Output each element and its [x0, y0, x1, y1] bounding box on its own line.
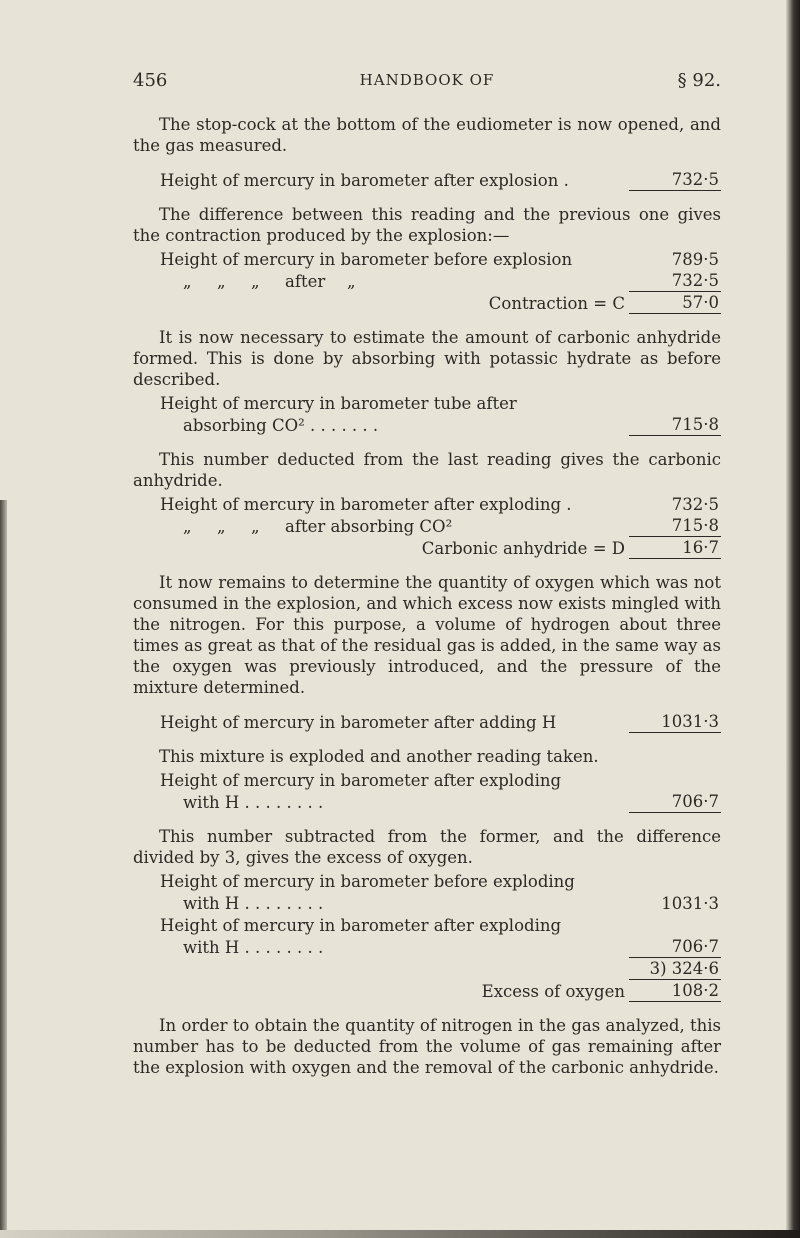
measurement-label: Height of mercury in barometer before exploding [160, 872, 575, 891]
measurement-value: 715·8 [629, 414, 721, 436]
measurement-row [133, 392, 721, 414]
measurement-label: Height of mercury in barometer before explosion [160, 250, 573, 269]
result-label: Contraction = C [488, 294, 625, 313]
result-value: 16·7 [629, 537, 721, 559]
measurement-row [133, 248, 721, 270]
measurement-label [183, 516, 629, 537]
measurement-label: Height of mercury in barometer after exploding [160, 916, 562, 935]
measurement-label: Height of mercury in barometer tube after [160, 394, 517, 413]
measurement-block [133, 711, 721, 733]
measurement-row [133, 414, 721, 436]
paragraph: It now remains to determine the quantity of oxygen which was not consumed in the explosion, and which excess now exists mingled with the nitrogen. For this purpose, a volume of hydrogen about three times as great as that of the residual gas is added, in the same way as the oxygen was previously introduced, and the pressure of the mixture determined. [133, 573, 721, 697]
measurement-value: 732·5 [671, 495, 719, 514]
measurement-row [133, 711, 721, 733]
measurement-row [133, 270, 721, 292]
measurement-label: absorbing CO² . . . . . . . [183, 416, 379, 435]
measurement-value: 789·5 [671, 250, 719, 269]
paragraph: This mixture is exploded and another reading taken. [159, 747, 599, 766]
ditto-mark: „ [217, 517, 226, 536]
paragraph: The difference between this reading and the previous one gives the contraction produced by the explosion:— [133, 205, 721, 245]
measurement-block [133, 392, 721, 436]
page-body [133, 114, 721, 1091]
measurement-value: 715·8 [629, 515, 721, 537]
measurement-label: with H . . . . . . . . [183, 938, 324, 957]
measurement-row [133, 870, 721, 892]
page-shadow-left [0, 500, 7, 1238]
measurement-label: Height of mercury in barometer after exploding [160, 771, 562, 790]
section-number: § 92. [677, 70, 721, 91]
measurement-value: 706·7 [629, 791, 721, 813]
result-label: Carbonic anhydride = D [421, 539, 625, 558]
measurement-word: after [285, 272, 326, 291]
measurement-row [133, 914, 721, 936]
measurement-label: with H . . . . . . . . [183, 793, 324, 812]
measurement-row [133, 980, 721, 1002]
measurement-label: Height of mercury in barometer after explosion . [160, 171, 569, 190]
paragraph: This number subtracted from the former, and the difference divided by 3, gives the excess of oxygen. [133, 827, 721, 867]
measurement-row [133, 791, 721, 813]
paragraph: The stop-cock at the bottom of the eudiometer is now opened, and the gas measured. [133, 115, 721, 155]
measurement-label [183, 271, 629, 292]
ditto-mark: „ [347, 272, 356, 291]
page-number: 456 [133, 70, 168, 91]
measurement-value: 706·7 [629, 936, 721, 958]
measurement-row [133, 515, 721, 537]
measurement-row [133, 493, 721, 515]
running-header [133, 70, 721, 96]
ditto-mark: „ [251, 517, 260, 536]
division-value: 3) 324·6 [629, 958, 721, 980]
result-label: Excess of oxygen [481, 982, 625, 1001]
measurement-word: after absorbing CO² [285, 517, 453, 536]
paragraph: This number deducted from the last reading gives the carbonic anhydride. [133, 450, 721, 490]
measurement-block [133, 169, 721, 191]
measurement-block [133, 769, 721, 813]
measurement-block [133, 493, 721, 559]
measurement-row [133, 769, 721, 791]
measurement-row [133, 958, 721, 980]
paragraph: In order to obtain the quantity of nitrogen in the gas analyzed, this number has to be deducted from the volume of gas remaining after the explosion with oxygen and the removal of the carbonic anhydride. [133, 1016, 721, 1077]
measurement-label: Height of mercury in barometer after exploding . [160, 495, 572, 514]
result-value: 57·0 [629, 292, 721, 314]
measurement-value: 732·5 [629, 169, 721, 191]
measurement-row [133, 537, 721, 559]
measurement-block [133, 248, 721, 314]
ditto-mark: „ [251, 272, 260, 291]
running-title: HANDBOOK OF [359, 71, 495, 89]
measurement-row [133, 936, 721, 958]
measurement-value: 732·5 [629, 270, 721, 292]
ditto-mark: „ [217, 272, 226, 291]
measurement-label: Height of mercury in barometer after adding H [160, 713, 557, 732]
measurement-value: 1031·3 [661, 894, 719, 913]
measurement-row [133, 892, 721, 914]
page-bottom-edge [0, 1230, 800, 1238]
measurement-block [133, 870, 721, 1002]
measurement-label: with H . . . . . . . . [183, 894, 324, 913]
measurement-row [133, 169, 721, 191]
paragraph: It is now necessary to estimate the amount of carbonic anhydride formed. This is done by absorbing with potassic hydrate as before described. [133, 328, 721, 389]
measurement-row [133, 292, 721, 314]
result-value: 108·2 [629, 980, 721, 1002]
ditto-mark: „ [183, 272, 192, 291]
measurement-value: 1031·3 [629, 711, 721, 733]
ditto-mark: „ [183, 517, 192, 536]
book-binding-edge [786, 0, 800, 1238]
